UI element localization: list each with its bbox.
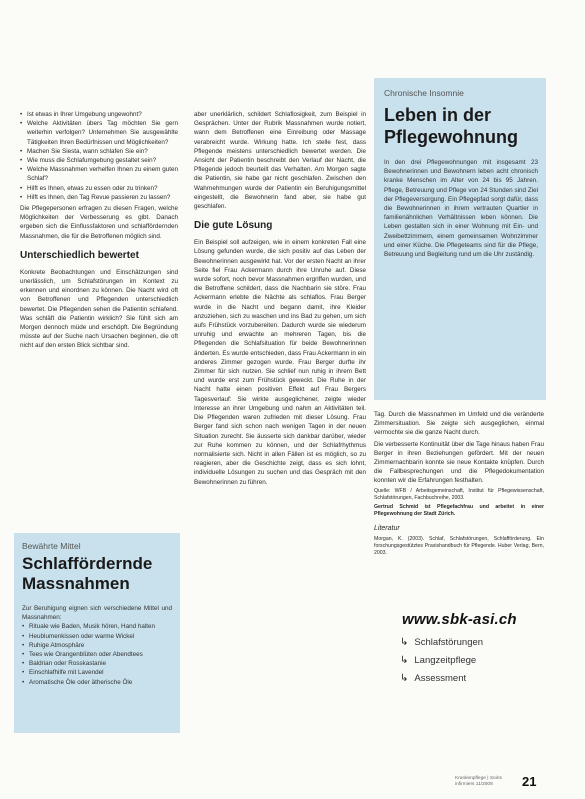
right-angle-arrow-icon: ↳ <box>400 637 409 648</box>
author-note: Gertrud Schmid ist Pflegefachfrau und arbeitet in einer Pflegewohnung der Stadt Zürich. <box>374 504 544 518</box>
question-item: • Hilft es Ihnen, den Tag Revue passieren zu lassen? <box>20 193 178 202</box>
list-item: • Baldrian oder Rosskastanie <box>22 659 172 668</box>
question-item: • Welche Massnahmen verhelfen Ihnen zu einem guten Schlaf? <box>20 165 178 183</box>
question-item: • Welche Aktivitäten übers Tag möchten Sie gern weiterhin verfolgen? Unternehmen Sie ausgewählte Tätigkeiten Ihren Bedürfnissen und Möglichkeiten? <box>20 119 178 147</box>
box-title: Schlaffördernde <box>22 554 153 573</box>
box-text <box>22 604 172 687</box>
body-paragraph: Konkrete Beobachtungen und Einschätzungen sind unerlässlich, um Schlafstörungen im Kontext zu erkennen und einordnen zu können. Die Nacht wird oft von Betroffenen und Pflegenden unterschiedlich bewertet. Die Pflegenden sehen die Patientin schlafend. Was schläft die Patientin wirklich? Sie fühlt sich am Morgen dennoch müde und erschöpft. Die Begründung müsste auf der Suche nach Ursachen beginnen, die oft nicht auf den ersten Blick sichtbar sind. <box>20 268 178 350</box>
link-label: Langzeitpflege <box>414 655 477 666</box>
right-angle-arrow-icon: ↳ <box>400 655 409 666</box>
right-column <box>374 410 544 606</box>
question-item: • Hilft es Ihnen, etwas zu essen oder zu trinken? <box>20 184 178 193</box>
tools-box <box>14 533 180 733</box>
link-label: Assessment <box>414 673 467 684</box>
list-item: • Ruhige Atmosphäre <box>22 641 172 650</box>
right-angle-arrow-icon: ↳ <box>400 673 409 684</box>
link-item[interactable] <box>400 634 483 652</box>
box-title: Leben in der <box>384 105 492 125</box>
list-item: • Tees wie Orangenblüten oder Abendtees <box>22 650 172 659</box>
question-item: • Wie muss die Schlafumgebung gestaltet sein? <box>20 156 178 165</box>
body-paragraph: Die Pflegepersonen erfragen zu diesen Fragen, welche Möglichkeiten der Verbesserung es gibt. Danach ergeben sich die Einflussfaktoren und schlaffördernden Massnahmen, die für die Betroffenen möglich sind. <box>20 205 178 240</box>
website-url[interactable]: www.sbk-asi.ch <box>402 611 517 628</box>
literature-text: Morgan, K. (2003). Schlaf, Schlafstörungen, Schlafförderung. Ein forschungsgestütztes Praxishandbuch für Pflegende. Huber Verlag, Bern, 2003. <box>374 535 544 557</box>
section-heading: Unterschiedlich bewertet <box>20 249 139 261</box>
footer-text: Krankenpflege | Soins infirmiers 11/2008 <box>455 776 502 787</box>
box-intro: Zur Beruhigung eignen sich verschiedene Mittel und Massnahmen: <box>22 605 172 622</box>
box-kicker: Bewährte Mittel <box>22 541 81 551</box>
list-item: • Heublumenkissen oder warme Wickel <box>22 632 172 641</box>
chronic-box <box>374 78 546 400</box>
left-column <box>20 110 178 510</box>
link-list <box>400 634 483 688</box>
body-paragraph: Ein Beispiel soll aufzeigen, wie in einem konkreten Fall eine Lösung gefunden wurde, die sich positiv auf das Leben der Bewohnerinnen ausgewirkt hat. Vor der ersten Nacht an ihrer Seite fiel Frau Ackermann durch ihre Unruhe auf. Diese wurde sofort, noch bevor Massnahmen ergriffen wurden, und die Betroffene schildert, dass die Nachbarin sie störe. Frau Ackermann erlebte die Nächte als schlaflos. Frau Berger wurde in die Nacht und begann damit, ihre Kleider anzuziehen, sich zu waschen und ins Bad zu gehen, um sich aufs Frühstück vorzubereiten. Dadurch wurde sie wiederum unruhig und erwachte an mehreren Tagen, bis die Pflegenden die Schlafsituation für beide Bewohnerinnen änderten. Es wurde entschieden, dass Frau Ackermann in ein anderes Zimmer gezogen wurde. Frau Berger durfte ihr Zimmer für sich nutzen. Sie schlief nun ruhig in ihrem Bett und wurde erst zum Frühstück geweckt. Die Ruhe in der Nacht hatte einen positiven Effekt auf Frau Bergers Tagesverlauf: Sie wirkte ausgeglichener, zeigte wieder Interesse an ihrer Umgebung und nahm an Aktivitäten teil. Die Pflegenden waren zufrieden mit dieser Lösung. Frau Berger fand sich schon nach wenigen Tagen in der neuen Situation zurecht. Sie äusserte sich dankbar darüber, wieder zur Ruhe kommen zu können, und der Schlafrhythmus normalisierte sich. Nicht in allen Fällen ist es möglich, so zu reagieren, aber die Geschichte zeigt, dass es sich lohnt, individuelle Lösungen zu suchen und das Gespräch mit den Bewohnerinnen zu führen. <box>194 239 366 486</box>
link-label: Schlafstörungen <box>414 637 484 648</box>
body-paragraph: Die verbesserte Kontinuität über die Tage hinaus haben Frau Berger in ihren Beziehungen gefördert. Mit der neuen Zimmernachbarin konnte sie neue Kontakte knüpfen. Durch die Fallbesprechungen und die Pflegedokumentation konnten wir die Erfahrungen festhalten. <box>374 440 544 485</box>
box-title: Pflegewohnung <box>384 127 518 147</box>
box-title: Massnahmen <box>22 574 130 593</box>
question-item: • Machen Sie Siesta, wann schlafen Sie ein? <box>20 147 178 156</box>
question-item: • Ist etwas in Ihrer Umgebung ungewohnt? <box>20 110 178 119</box>
tools-list <box>22 622 172 686</box>
literature-heading: Literatur <box>374 525 400 533</box>
box-kicker: Chronische Insomnie <box>384 88 464 98</box>
section-heading: Die gute Lösung <box>194 220 273 232</box>
list-item: • Rituale wie Baden, Musik hören, Hand halten <box>22 622 172 631</box>
box-text <box>384 158 538 259</box>
box-paragraph: In den drei Pflegewohnungen mit insgesamt 23 Bewohnerinnen und Bewohnern leben acht chronisch kranke Menschen im Alter von 24 bis 95 Jahren. Pflege, Betreuung und Pflege von 24 Stunden sind Ziel der Pflegeversorgung. Ein Pflegepfad sorgt dafür, dass die Bewohnerinnen in ihrem vertrauten Quartier in familienähnlichen Verhältnissen leben können. Die Leben gestalten sich in einer Wohnung mit Ein- und Zweibettzimmern, einem gemeinsamen Wohnzimmer und einer Küche. Die Pflegeteams sind für die Pflege, Betreuung und Begleitung rund um die Uhr zuständig. <box>384 159 538 259</box>
page-number: 21 <box>522 774 537 789</box>
link-item[interactable] <box>400 652 483 670</box>
middle-column <box>194 110 366 778</box>
body-paragraph: aber unerklärlich, schildert Schlaflosigkeit, zum Beispiel in Gesprächen. Unter der Rubrik Massnahmen wurde notiert, wann dem Betroffenen eine Einreibung oder Massage verabreicht wurde. Wirkung hatte. Ich stelle fest, dass Pflegende meistens unterschiedlich bewertet werden. Die Ansicht der Patientin beschreibt den Verlauf der Nacht, die Pflegende jedoch beurteilt das Verhalten. Am Morgen sagte die Patientin, sie habe gar nicht geschlafen. Zwischen den Wahrnehmungen wurde der Patientin ein Beruhigungsmittel eingestellt, die Bewohnerin fand aber, sie habe gut geschlafen. <box>194 111 366 211</box>
source-note: Quelle: WFB / Arbeitsgemeinschaft, Institut für Pflegewissenschaft, Schlafstörungen, Fachbuchreihe, 2003. <box>374 487 544 501</box>
list-item: • Aromatische Öle oder ätherische Öle <box>22 678 172 687</box>
list-item: • Einschlafhilfe mit Lavendel <box>22 668 172 677</box>
question-list <box>20 110 178 202</box>
body-paragraph: Tag. Durch die Massnahmen im Umfeld und die veränderte Zimmersituation. Sie zeigte sich ausgeglichen, einmal vermochte sie die ganze Nacht durch. <box>374 411 544 437</box>
link-item[interactable] <box>400 670 483 688</box>
